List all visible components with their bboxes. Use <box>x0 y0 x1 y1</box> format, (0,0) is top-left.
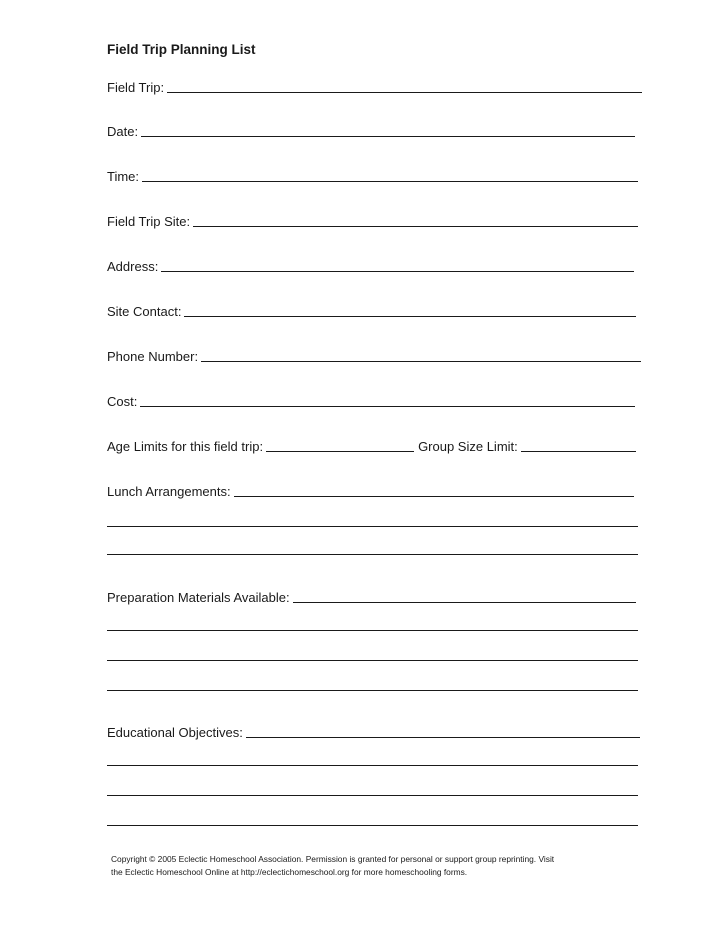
phone-number-blank[interactable] <box>201 349 641 362</box>
phone-number-row <box>107 346 641 364</box>
field-trip-blank[interactable] <box>167 80 642 93</box>
address-blank[interactable] <box>161 259 634 272</box>
educational-objectives-label: Educational Objectives: <box>107 725 243 740</box>
copyright-line-1: Copyright © 2005 Eclectic Homeschool Association. Permission is granted for personal or support group reprinting. Visit <box>111 854 555 864</box>
group-size-limit-label: Group Size Limit: <box>418 439 518 454</box>
preparation-materials-line-1[interactable] <box>107 630 638 631</box>
cost-blank[interactable] <box>140 394 635 407</box>
preparation-materials-line-2[interactable] <box>107 660 638 661</box>
educational-objectives-blank[interactable] <box>246 725 640 738</box>
lunch-arrangements-label: Lunch Arrangements: <box>107 484 231 499</box>
educational-objectives-line-3[interactable] <box>107 825 638 826</box>
field-trip-label: Field Trip: <box>107 80 165 95</box>
page-title: Field Trip Planning List <box>107 42 256 57</box>
date-blank[interactable] <box>141 124 635 137</box>
age-limits-label: Age Limits for this field trip: <box>107 439 264 454</box>
date-label: Date: <box>107 124 139 139</box>
time-label: Time: <box>107 169 140 184</box>
preparation-materials-blank[interactable] <box>293 590 636 603</box>
site-contact-blank[interactable] <box>184 304 636 317</box>
field-trip-row <box>107 77 642 95</box>
lunch-arrangements-line-1[interactable] <box>107 526 638 527</box>
site-contact-row <box>107 301 636 319</box>
educational-objectives-line-2[interactable] <box>107 795 638 796</box>
age-group-row <box>107 436 636 454</box>
cost-row <box>107 391 635 409</box>
phone-number-label: Phone Number: <box>107 349 199 364</box>
educational-objectives-line-1[interactable] <box>107 765 638 766</box>
preparation-materials-label: Preparation Materials Available: <box>107 590 290 605</box>
lunch-arrangements-row <box>107 481 634 499</box>
field-trip-site-row <box>107 211 638 229</box>
time-blank[interactable] <box>142 169 638 182</box>
educational-objectives-row <box>107 722 640 740</box>
preparation-materials-row <box>107 587 636 605</box>
address-label: Address: <box>107 259 159 274</box>
address-row <box>107 256 634 274</box>
lunch-arrangements-line-2[interactable] <box>107 554 638 555</box>
group-size-limit-blank[interactable] <box>521 439 636 452</box>
time-row <box>107 166 638 184</box>
cost-label: Cost: <box>107 394 138 409</box>
copyright-line-2: the Eclectic Homeschool Online at http://eclectichomeschool.org for more homeschooling forms. <box>111 867 468 877</box>
site-contact-label: Site Contact: <box>107 304 182 319</box>
field-trip-site-blank[interactable] <box>193 214 638 227</box>
preparation-materials-line-3[interactable] <box>107 690 638 691</box>
date-row <box>107 121 635 139</box>
lunch-arrangements-blank[interactable] <box>234 484 634 497</box>
field-trip-site-label: Field Trip Site: <box>107 214 191 229</box>
age-limits-blank[interactable] <box>266 439 414 452</box>
copyright-footer <box>111 853 631 879</box>
